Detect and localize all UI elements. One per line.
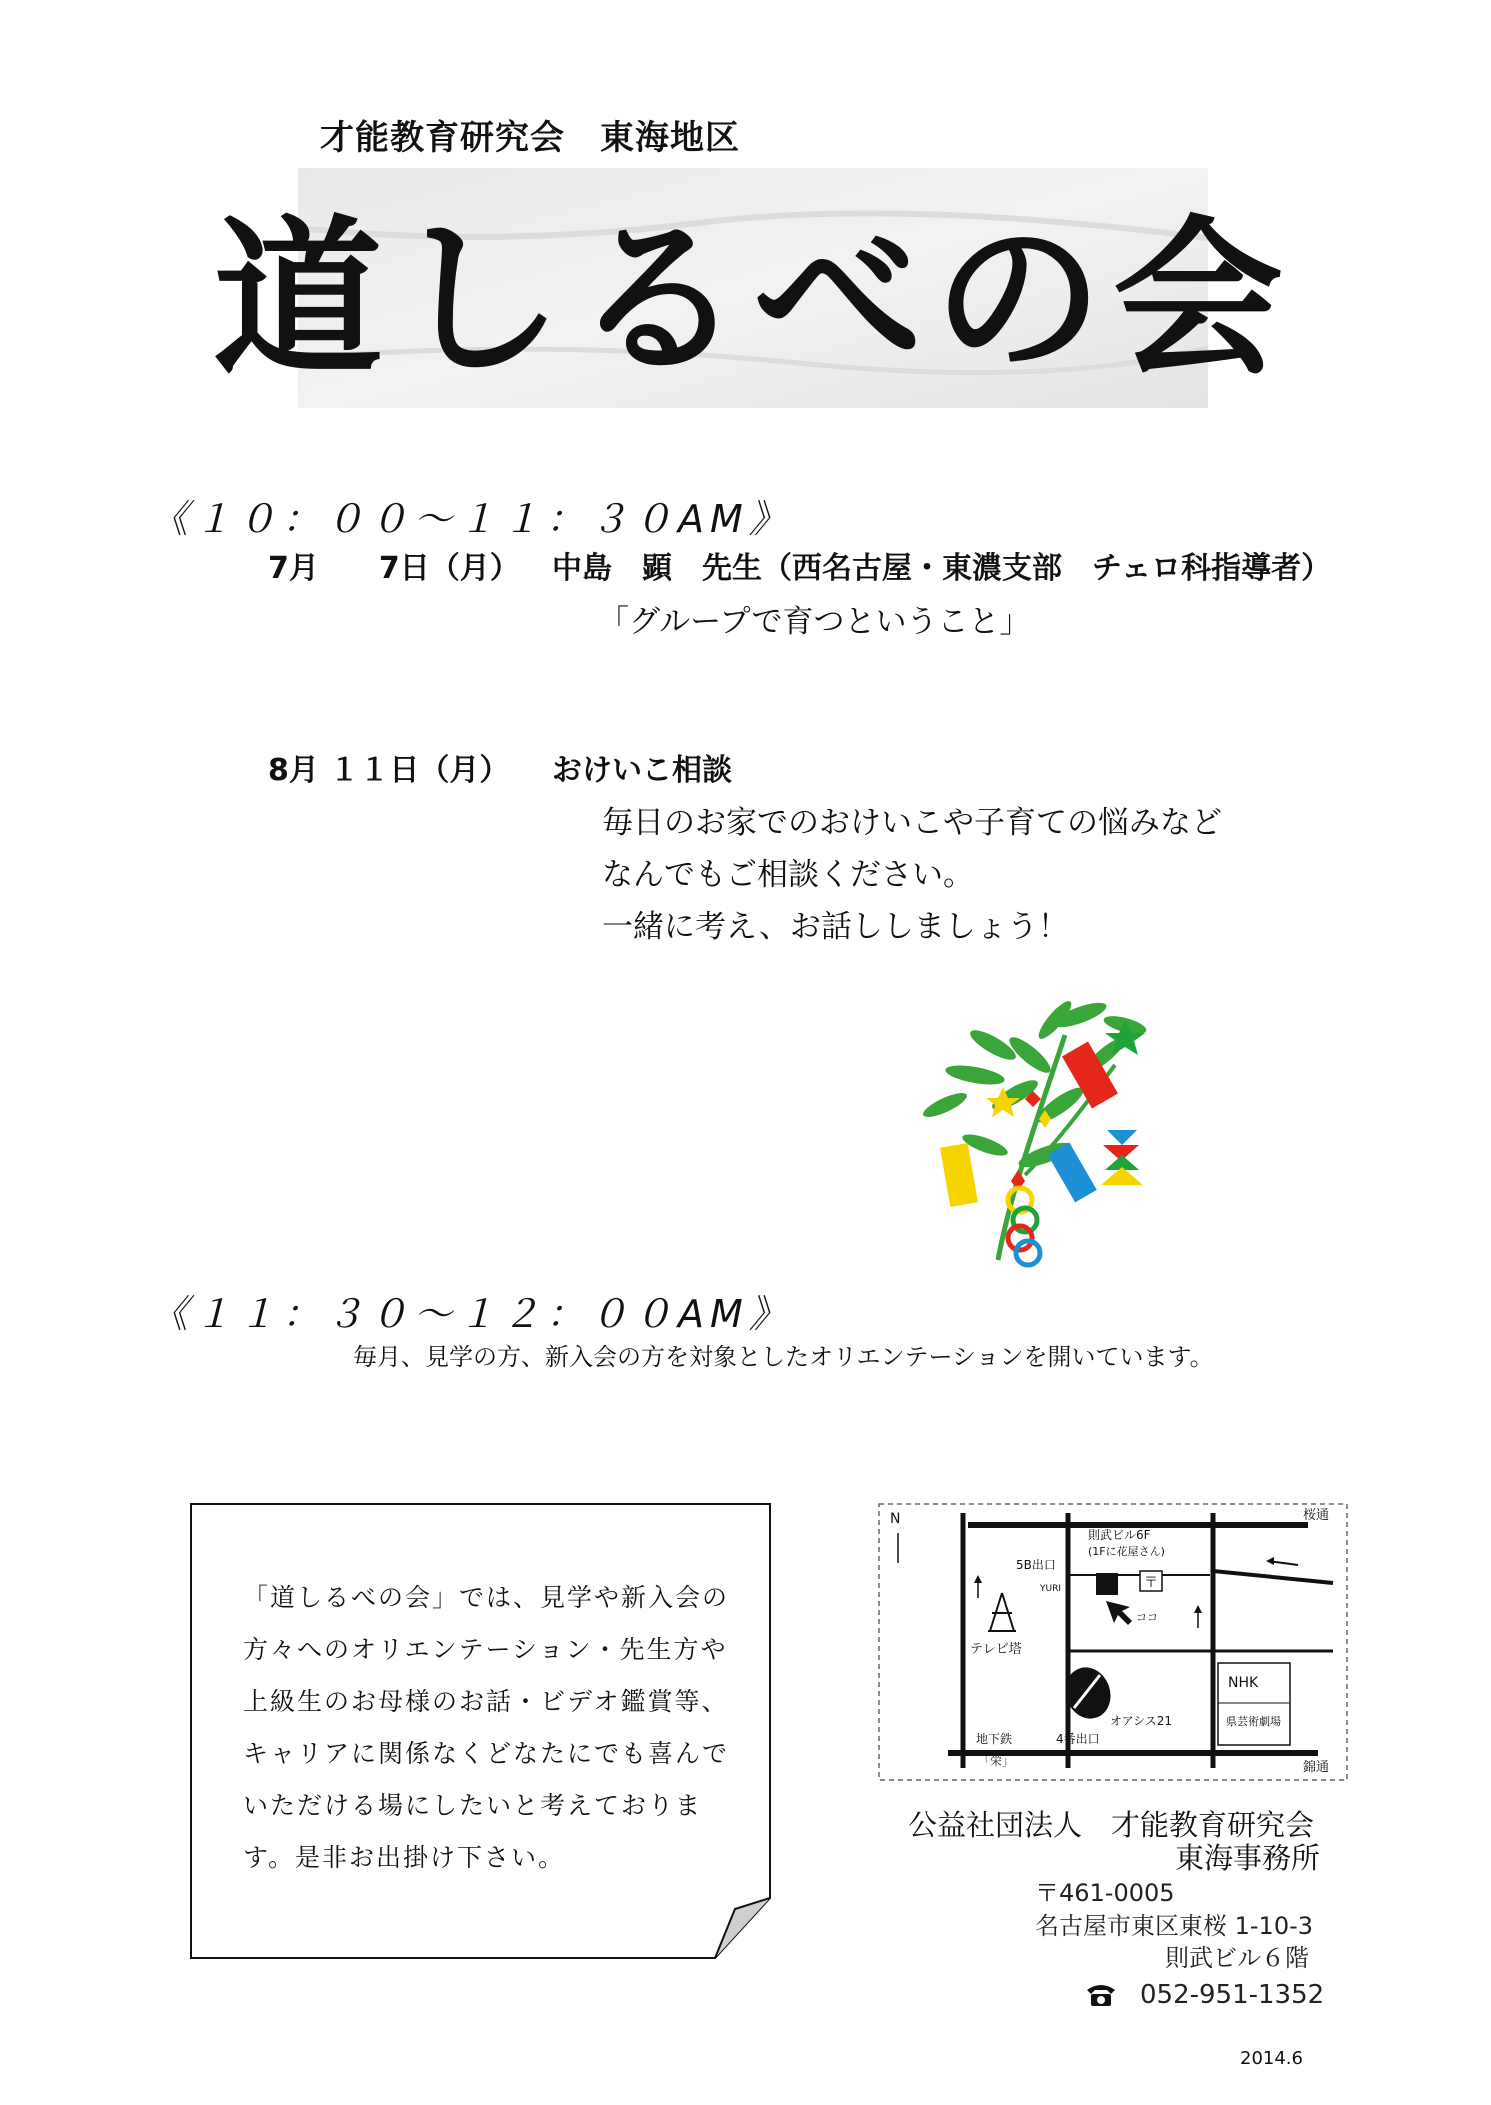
banner-title: 道しるべの会 bbox=[212, 199, 1294, 399]
map-subway: 地下鉄 bbox=[976, 1732, 1013, 1746]
issue-date: 2014.6 bbox=[1240, 2048, 1303, 2069]
session2-description: 毎月、見学の方、新入会の方を対象としたオリエンテーションを開いています。 bbox=[353, 1343, 1214, 1371]
banner-image bbox=[212, 168, 1294, 408]
event2-detail: おけいこ相談 bbox=[552, 753, 732, 788]
tanabata-bamboo-illustration bbox=[915, 995, 1175, 1265]
note-line: いただける場にしたいと考えておりま bbox=[243, 1791, 703, 1820]
org-header: 才能教育研究会 東海地区 bbox=[320, 118, 740, 158]
map-exit-4: 4番出口 bbox=[1056, 1732, 1100, 1746]
event1-date: 7月 7日（月） bbox=[268, 551, 520, 586]
footer-org: 公益社団法人 才能教育研究会 bbox=[908, 1808, 1315, 1842]
map-tv-tower: テレビ塔 bbox=[970, 1642, 1022, 1657]
access-map bbox=[878, 1503, 1348, 1781]
phone-number: 052-951-1352 bbox=[1140, 1980, 1325, 2010]
postal-code: 〒461-0005 bbox=[1035, 1879, 1175, 1907]
map-building-note: (1Fに花屋さん) bbox=[1088, 1545, 1165, 1558]
session1-label: 《１０：００～１１：３０AM》 bbox=[150, 497, 793, 541]
note-line: 上級生のお母様のお話・ビデオ鑑賞等、 bbox=[243, 1687, 729, 1716]
calligraphy-banner bbox=[212, 168, 1294, 408]
address: 名古屋市東区東桜 1-10-3 bbox=[1035, 1912, 1314, 1940]
map-museum: 県芸術劇場 bbox=[1226, 1715, 1281, 1728]
map-nhk: NHK bbox=[1228, 1675, 1259, 1691]
map-post-office: 〒 bbox=[1144, 1575, 1158, 1591]
map-north-label: N bbox=[890, 1511, 901, 1527]
event1-subtitle: 「グループで育つということ」 bbox=[598, 604, 1031, 640]
note-line: 方々へのオリエンテーション・先生方や bbox=[243, 1635, 728, 1664]
address-building: 則武ビル６階 bbox=[1165, 1944, 1309, 1972]
note-line: キャリアに関係なくどなたにでも喜んで bbox=[243, 1739, 730, 1768]
map-street-top: 桜通 bbox=[1303, 1508, 1330, 1523]
event2-line: 毎日のお家でのおけいこや子育ての悩みなど bbox=[602, 805, 1222, 841]
event2-line: 一緒に考え、お話ししましょう！ bbox=[602, 909, 1069, 945]
note-box bbox=[190, 1503, 772, 1959]
map-exit-5b: 5B出口 bbox=[1016, 1558, 1056, 1572]
map-sakae: 「栄」 bbox=[978, 1754, 1015, 1768]
event2-line: なんでもご相談ください。 bbox=[602, 857, 974, 893]
map-street-bottom: 錦通 bbox=[1303, 1760, 1330, 1775]
map-koko: ココ bbox=[1136, 1611, 1158, 1624]
map-yuri: YURI bbox=[1040, 1584, 1061, 1594]
note-line: 「道しるべの会」では、見学や新入会の bbox=[243, 1583, 730, 1612]
event1-detail: 中島 顕 先生（西名古屋・東濃支部 チェロ科指導者） bbox=[552, 551, 1332, 586]
event2-date: 8月 １１日（月） bbox=[268, 753, 510, 788]
session2-label: 《１１：３０～１２：００AM》 bbox=[150, 1292, 793, 1336]
map-building: 則武ビル6F bbox=[1088, 1528, 1151, 1542]
map-oasis: オアシス21 bbox=[1110, 1714, 1173, 1728]
footer-office: 東海事務所 bbox=[1175, 1841, 1321, 1875]
note-line: す。是非お出掛け下さい。 bbox=[243, 1843, 566, 1872]
telephone-icon bbox=[1085, 1980, 1117, 2008]
